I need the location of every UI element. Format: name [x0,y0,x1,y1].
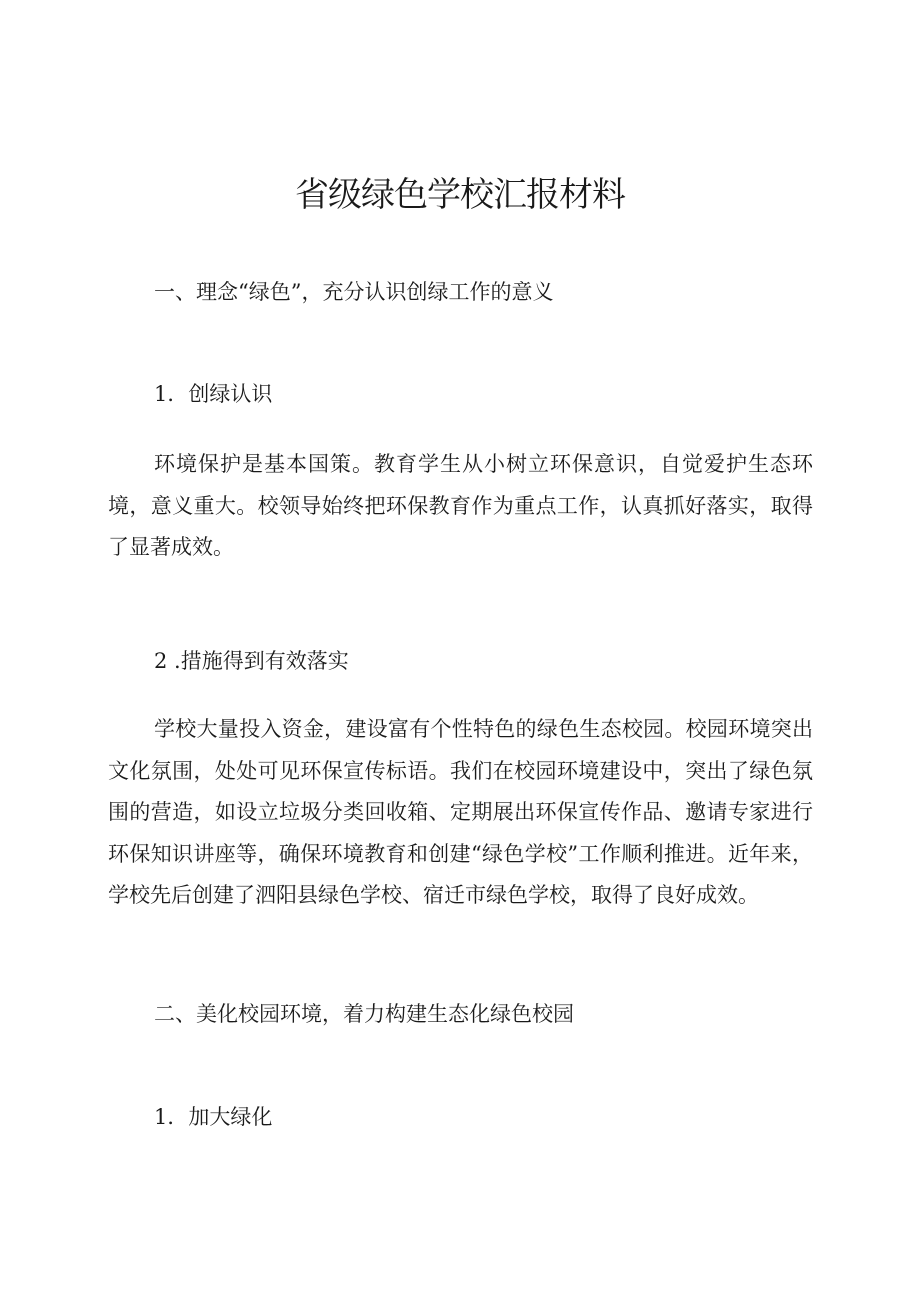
document-title: 省级绿色学校汇报材料 [295,175,625,215]
section-1-item-2-heading: 2 .措施得到有效落实 [154,649,349,673]
section-1-item-1-paragraph: 环境保护是基本国策。教育学生从小树立环保意识，自觉爱护生态环境，意义重大。校领导始终把环保教育作为重点工作，认真抓好落实，取得了显著成效。 [108,452,813,559]
section-1-heading: 一、理念“绿色”，充分认识创绿工作的意义 [154,280,554,304]
section-1-item-1-heading: 1．创绿认识 [154,382,273,406]
section-2-heading: 二、美化校园环境，着力构建生态化绿色校园 [154,1002,574,1026]
section-1-item-2-paragraph: 学校大量投入资金，建设富有个性特色的绿色生态校园。校园环境突出文化氛围，处处可见环保宣传标语。我们在校园环境建设中，突出了绿色氛围的营造，如设立垃圾分类回收箱、定期展出环保宣传作品、邀请专家进行环保知识讲座等，确保环境教育和创建“绿色学校”工作顺利推进。近年来，学校先后创建了泗阳县绿色学校、宿迁市绿色学校，取得了良好成效。 [108,717,813,907]
section-2-item-1-heading: 1．加大绿化 [154,1105,273,1129]
